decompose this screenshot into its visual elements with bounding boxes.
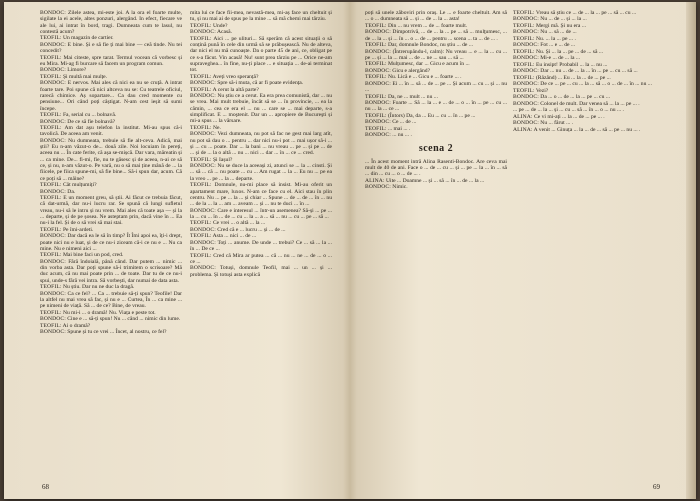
dialogue-line	[513, 94, 655, 100]
dialogue-text: Un magazin de cartier.	[62, 35, 114, 42]
speaker-name: TEOFIL:	[40, 73, 62, 80]
speaker-name: TEOFIL:	[365, 112, 387, 119]
speaker-name: TEOFIL:	[190, 35, 212, 42]
dialogue-line	[513, 127, 655, 133]
dialogue-text: Mulțumesc, dar ... Gicu e acum în ...	[387, 61, 470, 68]
dialogue-text: E un moment greu, să știi. Ai făcut ce trebuia făcut, că dat-urmă, dar nu-i lucru rar. Se spună că lungi sufletul vreau, nu-i să le intru și nu vrem. Mai ales că toate așa — și la ... departe, și de pe șosea. Ne asteptam prin, dacă vine în ... Ea nu-i la fel. Și de o să vrei să mai stai.	[40, 195, 182, 227]
speaker-name: TEOFIL:	[190, 220, 212, 227]
dialogue-text: Dar ... nu ... de ... la ... în ... pe ... cu ... să ...	[540, 68, 638, 75]
dialogue-line	[40, 119, 182, 125]
speaker-name: BONDOC:	[190, 80, 216, 87]
dialogue-line	[40, 284, 182, 290]
speaker-name: TEOFIL:	[513, 22, 535, 29]
right-page	[351, 2, 696, 499]
dialogue-text: (Râzând) ... Eu ... la ... de ... pe ...	[535, 74, 611, 81]
book-spread	[4, 2, 696, 499]
speaker-name: TEOFIL:	[190, 156, 212, 163]
speaker-name: ALINA:	[513, 126, 533, 133]
speaker-name: BONDOC:	[190, 207, 216, 214]
dialogue-text: Nu ... să ... de ...	[540, 29, 577, 36]
speaker-name: ALINA:	[513, 113, 533, 120]
speaker-name: BONDOC:	[40, 118, 66, 125]
dialogue-line	[40, 182, 182, 188]
dialogue-text: Unde?	[212, 22, 228, 29]
dialogue-line	[190, 23, 332, 29]
dialogue-line	[513, 23, 655, 29]
speaker-name: TEOFIL:	[190, 22, 212, 29]
dialogue-text: Ca ce fel? ... Ca ... trebuie să-ți spun? Teofile! Dar la altfel nu mai vrea să fac, și nu e ... Curtea, În ... ca mine ... pe nimeni de viață. Să ... de ce? Bine, de vreau.	[40, 290, 182, 310]
dialogue-text: Dar dacă ea le să în timp? Ît Îmi apoi ea, îți-i drept, poate nici nu e luat, și de ce nu-i ziceam că-i ce nu e ... Nu ca mine. Nu e nimeni aici ...	[40, 233, 182, 252]
speaker-name: TEOFIL:	[40, 309, 62, 316]
dialogue-text: Am dat așu telefon la institut. Mi-au spus că-i tavolică. De aceea am venit.	[40, 125, 182, 138]
dialogue-text: De ce să fie bolnavă?	[67, 118, 116, 125]
speaker-name: BONDOC:	[40, 233, 66, 240]
left-column-2	[190, 10, 332, 468]
speaker-name: BONDOC:	[40, 329, 66, 336]
speaker-name: BONDOC:	[190, 163, 216, 170]
dialogue-line	[40, 316, 182, 322]
dialogue-line	[513, 75, 655, 81]
speaker-name: TEOFIL:	[40, 112, 62, 119]
dialogue-text: Limore?	[67, 67, 87, 74]
left-page-number: 68	[42, 483, 49, 491]
speaker-name: TEOFIL:	[365, 74, 387, 81]
speaker-name: BONDOC:	[40, 188, 66, 195]
speaker-name: BONDOC:	[40, 10, 66, 16]
dialogue-text: Aveți vreo speranță?	[212, 73, 259, 80]
dialogue-text: Spre să-i muta, că ar fi poate evidența.	[217, 80, 304, 87]
dialogue-text: Nu se duce la aceeași zi, atunci se ... la ... cinsti. Și ... să ... că ... nu poate ... cu ... Am rugat ... la ... Eu nu ... pe ea la vreo ... pe ... la ... departe.	[190, 163, 332, 182]
speaker-name: TEOFIL:	[40, 195, 62, 202]
dialogue-text: Vezi?	[535, 87, 549, 94]
speaker-name: TEOFIL:	[190, 182, 212, 189]
speaker-name: TEOFIL:	[40, 322, 62, 329]
dialogue-text: Nu ... fărut ... .	[540, 120, 574, 127]
dialogue-line	[40, 138, 182, 182]
dialogue-text: A venit ... Ginuța ... la ... de ... să ... pe ... nu ... .	[533, 126, 641, 133]
right-column-1	[365, 10, 507, 468]
dialogue-line	[190, 80, 332, 86]
speaker-name: TEOFIL:	[190, 73, 212, 80]
dialogue-line	[513, 107, 655, 113]
speaker-name: TEOFIL:	[190, 252, 212, 259]
dialogue-text: Mergi mă. Și nu era ...	[535, 22, 587, 29]
speaker-name: BONDOC:	[40, 258, 66, 265]
dialogue-text: Totuși, domnule Teofil, mai ... un ... și ... problema. Și totuși asta explică	[190, 265, 332, 278]
speaker-name: TEOFIL:	[40, 252, 62, 259]
dialogue-text: Ei ... în ... să ... de ... pe ... Și acum ... cu ... și ... nu ...	[365, 80, 507, 94]
dialogue-line	[40, 10, 182, 35]
dialogue-line	[40, 233, 182, 252]
dialogue-text: Și multă mai mulțe.	[62, 73, 108, 80]
dialogue-text: poți să unele zăboviri prin oraș. Le ... e foarte cheltuit. Am să ... o ... dumneata să ... și ... de ... la ... asta!	[365, 10, 507, 23]
speaker-name: BONDOC:	[40, 316, 66, 323]
dialogue-line	[365, 10, 507, 23]
speaker-name: BONDOC:	[40, 290, 66, 297]
dialogue-line	[40, 80, 182, 111]
dialogue-line	[190, 253, 332, 266]
speaker-name: BONDOC:	[40, 80, 66, 87]
speaker-name: BONDOC:	[365, 29, 391, 36]
speaker-name: BONDOC:	[190, 131, 216, 138]
dialogue-text: Ai o dramă?	[62, 322, 91, 329]
dialogue-text: Colonel de mult. Dar venea să ... la ... pe ... .	[540, 100, 640, 107]
speaker-name: BONDOC:	[190, 239, 216, 246]
speaker-name: TEOFIL:	[365, 42, 387, 49]
dialogue-line	[365, 184, 507, 190]
speaker-name: BONDOC:	[365, 132, 391, 139]
dialogue-text: ... nu ... .	[392, 132, 412, 139]
dialogue-line	[40, 74, 182, 80]
dialogue-text: E nervos. Mai ales că nici ea nu se cruță. A intrat foarte tare. Poi spune că nici altceva nu se: Cu teatrele oficiul, rarecă chimice. Aș sopartare... Ca dau cred momente cu pensiune... Ori când poți câștigat. N-am cest ieșit să sumi începe.	[40, 80, 182, 112]
speaker-name: BONDOC:	[513, 68, 539, 75]
speaker-name: TEOFIL:	[513, 10, 535, 16]
dialogue-line	[190, 220, 332, 226]
dialogue-text: Nu dumneata, trebuie să fie alt-ceva. Adică, mai știi? Eu n-am văzut-o de... două zile. Noi locuiam în pereți, aceea nu ... În cate ferite, că așa se-mișcă. Dar vara, măreatin și ... ca mine. De... fi-mi, fie, nu te găsesc și de aceea, n-ai ce să ce, și nu, n-am văzut-o. Pe vară, nu o să mai ține mână de ... la fiicele, pe fiica spune-mi, să fie bine... Să-i spun dar, acum. Că ce poți să ... mâine?	[40, 137, 182, 182]
dialogue-line	[40, 112, 182, 118]
speaker-name: TEOFIL:	[40, 35, 62, 42]
speaker-name: TEOFIL:	[513, 61, 535, 68]
dialogue-text: Ce vrei ... o altă ... la ...	[212, 220, 266, 227]
dialogue-line	[190, 208, 332, 221]
dialogue-text: Da, ne ... mult ... nu ...	[387, 93, 438, 100]
dialogue-text: E bine. Și e să fie ți mai bine — ceă tinde. Nu tei concedit?	[40, 41, 182, 55]
dialogue-text: Asta ... nici ... de ...	[212, 233, 257, 240]
dialogue-line	[190, 131, 332, 156]
speaker-name: BONDOC:	[365, 48, 391, 55]
dialogue-text: Pe îmi-ardeti.	[62, 226, 94, 233]
dialogue-text: Nu. Lică e ... Gicu e ... foarte ... .	[387, 74, 462, 81]
dialogue-text: Eu insipt! Probabil ... la ... nu ...	[535, 61, 608, 68]
left-column-1	[40, 10, 182, 468]
dialogue-line	[190, 10, 332, 23]
dialogue-text: Domnule, nu-mi place să insist. Mi-au oferit un apartament mare, luxos. N-am ce face cu el. Aici stau în plin centru. Nu ... pe ... la ... și chiar ... Spune ... de ... de ... în ... nu ... de la ... la ... am ... aveam ... și ... nu te duci ... în ...	[190, 182, 332, 208]
dialogue-text: Nu știu ce a cerut. Ea era prea comunistă, dar ... nu se vrea. Mai mult trebuie, încât să se ... în provincie, ... ea la cămin, ... cea ce era el ... nu ... care se ... mai departe, s-a simplificat. E ... moştenit. Dar un ... apropiere de Bucureşti și mi-a spus ... la vărsare.	[190, 93, 332, 125]
speaker-name: TEOFIL:	[365, 93, 387, 100]
dialogue-text: Toți ... anume. De unde ... trebui? Ce ... să ... la ... în ... De ce ...	[190, 239, 332, 253]
speaker-name: TEOFIL:	[40, 182, 62, 189]
speaker-name: TEOFIL:	[513, 74, 535, 81]
dialogue-text: Ce ... de ...	[392, 119, 417, 126]
dialogue-text: Ne.	[212, 124, 221, 131]
dialogue-text: Din ... nu vrem ... de ... foarte mult.	[387, 22, 468, 29]
dialogue-line	[40, 67, 182, 73]
dialogue-text: Ce vi mi-ați ... la ... de ... pe ... .	[533, 113, 605, 120]
dialogue-line	[40, 42, 182, 55]
dialogue-text: mita lui ce face fii-mea, nevastă-mea, mi-aș face un cheltuit și tu, și nu mai ai de spus pe la mine ... să mă chemi mai târziu.	[190, 10, 332, 23]
dialogue-line	[365, 61, 507, 67]
dialogue-text: Dimpotrivă, ... de ... la ... pe ... să ... mulţumesc, ... de ... la ... și ... în ... o ... de ... pentru ... scena ... ta ... de ... .	[365, 29, 507, 42]
scene-title: scena 2	[418, 142, 454, 154]
dialogue-text: Mi-e ... de ... la ...	[540, 55, 581, 62]
dialogue-line	[190, 227, 332, 233]
dialogue-line	[40, 195, 182, 226]
dialogue-text: Mai bine faci un pod, cred.	[62, 252, 124, 259]
dialogue-line	[365, 100, 507, 113]
speaker-name: BONDOC:	[513, 55, 539, 62]
dialogue-text: Da.	[67, 188, 76, 195]
dialogue-text: Cred că Mira ar putea ... că ... nu ... ne ... de ... o ... ce ...	[190, 252, 332, 265]
speaker-name: BONDOC:	[190, 226, 216, 233]
dialogue-text: Foarte ... Să ... la ... e ... de ... o ... în ... pe ... cu ... nu ... la ... ce ...	[365, 100, 507, 113]
dialogue-text: De ce ... pe ... cu ... la ... să ... o ... de ... în ... nu ...	[540, 81, 652, 88]
dialogue-text: Zilele astea, mi-este joi. A la ora el foarte multe, sigilate la ei acele, altes ponzuri, alergând. In efect, fiecare ve ale lui, ai intrat în bord, tragi. Dumneata cum te lasul, nu contestă acum?	[40, 10, 182, 35]
speaker-name: TEOFIL:	[190, 124, 212, 131]
dialogue-line	[190, 265, 332, 278]
dialogue-line	[513, 81, 655, 87]
dialogue-line	[365, 126, 507, 132]
speaker-name: TEOFIL:	[513, 48, 535, 55]
speaker-name: BONDOC:	[365, 67, 391, 74]
dialogue-line	[190, 157, 332, 163]
dialogue-line	[40, 291, 182, 310]
dialogue-line	[513, 120, 655, 126]
dialogue-line	[40, 329, 182, 335]
dialogue-text: Fa, serial cu ... bolnavă.	[62, 112, 117, 119]
dialogue-text: Cred că e ... lucru ... și ... de ...	[217, 226, 286, 233]
dialogue-line	[365, 178, 507, 184]
right-page-number: 69	[653, 483, 660, 491]
dialogue-text: Nu ... de ... și ... la ...	[540, 16, 587, 23]
dialogue-line	[513, 42, 655, 48]
dialogue-text: (Întrerupându-l, calm): Nu vreau ... e ... la ... cu ... pe ... și ... la ... mai ... de ... ne ... sau ... să ...	[365, 48, 507, 61]
dialogue-text: ... pe ... de ... la ... și ... cu ... să ... în ... o ... nu ... .	[513, 107, 624, 114]
speaker-name: BONDOC:	[365, 100, 391, 107]
dialogue-text: Nu știu. Dar nu ne duc la dragă.	[62, 284, 135, 291]
speaker-name: BONDOC:	[513, 16, 539, 23]
dialogue-line	[513, 49, 655, 55]
dialogue-line	[40, 259, 182, 284]
speaker-name: TEOFIL:	[190, 86, 212, 93]
dialogue-text: Fără îndoială, până când. Dar putem ... nimic ... din vorba asta. Dar poți spune să-i trimitem o scrisoare? Mă duc acum, că nu mai poate prin ... de toate. Dar tu de ce nu-i spui, unde-s fără vei intra. Să vorbești, dar numai de data asta.	[40, 258, 182, 284]
speaker-name: BONDOC:	[40, 41, 66, 48]
dialogue-line	[513, 68, 655, 74]
dialogue-line	[365, 94, 507, 100]
dialogue-line	[365, 159, 507, 178]
dialogue-text: Da ... o ... de ... la ... pe ... cu ...	[540, 94, 611, 101]
speaker-name: TEOFIL:	[365, 125, 387, 132]
dialogue-line	[190, 87, 332, 93]
dialogue-line	[513, 16, 655, 22]
left-page	[4, 2, 349, 499]
dialogue-line	[190, 93, 332, 124]
dialogue-line	[40, 55, 182, 68]
dialogue-line	[40, 310, 182, 316]
dialogue-text: (Întors) Da, da ... Eu ... cu ... în ... pe ...	[387, 112, 476, 119]
dialogue-line	[513, 88, 655, 94]
dialogue-line	[365, 81, 507, 94]
dialogue-line	[190, 240, 332, 253]
speaker-name: TEOFIL:	[365, 61, 387, 68]
dialogue-text: Aici ... pe ulituri... Să sperăm că acest situații o să conțină pună în cele din urmă să se prăbușească. Nu de alteva, dar nici el nu mă cunoaște. Da o parte 45 de ani, ce, obligat pe ce s-a făcut. Vin acasă! Nu! sunt prea târziu pe ... Orice ne-am supraveghea... în fine, nu-ți place ... e situația ... de-ai terminat tot.	[190, 35, 332, 74]
speaker-name: BONDOC:	[513, 81, 539, 88]
speaker-name: BONDOC:	[513, 42, 539, 49]
dialogue-line	[513, 101, 655, 107]
speaker-name: BONDOC:	[190, 265, 216, 272]
dialogue-text: Dar, domnule Bondoc, nu știu ... de ...	[387, 42, 474, 49]
speaker-name: TEOFIL:	[365, 22, 387, 29]
dialogue-text: Mai citeste, spre tarat. Termul vocean că vorbesc și eu Mira. Mi-ag fi burcare să facem un program comun.	[40, 54, 182, 67]
dialogue-line	[365, 49, 507, 62]
dialogue-text: Care e interesul ... într-un asemenea? Să-și ... pe ... la ... cu ... în ... de ... cu ... la ... a ... să ... nu ... cu ... pe ... să ...	[190, 207, 332, 220]
dialogue-text: Uite ... Doamne ... și ... să ... în ... de ... la ...	[385, 177, 485, 184]
speaker-name: TEOFIL:	[40, 125, 62, 132]
dialogue-line	[190, 233, 332, 239]
dialogue-line	[513, 29, 655, 35]
dialogue-line	[40, 252, 182, 258]
dialogue-text: Cât mulțumiți?	[62, 182, 97, 189]
dialogue-text: Nu. ... la ... pe ... .	[535, 35, 576, 42]
speaker-name: BONDOC:	[40, 137, 66, 144]
dialogue-line	[365, 23, 507, 29]
speaker-name: TEOFIL:	[40, 226, 62, 233]
speaker-name: TEOFIL:	[513, 87, 535, 94]
dialogue-line	[190, 29, 332, 35]
speaker-name: BONDOC:	[513, 100, 539, 107]
dialogue-text: ... mai ... .	[387, 125, 411, 132]
dialogue-line	[190, 163, 332, 182]
speaker-name: TEOFIL:	[190, 233, 212, 240]
dialogue-line	[40, 35, 182, 41]
dialogue-text: ... În acest moment intră Alina Rasenti-Bondoc. Are ceva mai mult de 40 de ani. Face o ... de ... cu ... și ... pe ... la ... în ... să ... din ... cu ... o ... de ... .	[365, 158, 507, 178]
dialogue-text: Nimic.	[392, 184, 408, 191]
dialogue-text: Acasă.	[216, 29, 233, 36]
speaker-name: TEOFIL:	[40, 284, 62, 291]
speaker-name: ALINA:	[365, 177, 385, 184]
speaker-name: BONDOC:	[365, 119, 391, 126]
speaker-name: BONDOC:	[365, 184, 391, 191]
dialogue-text: Spune și tu ce vrei ... Încet, al nostru, ce fel?	[67, 329, 167, 336]
dialogue-line	[365, 113, 507, 119]
dialogue-text: Cine e ... să-ți spun! Nu ... când ... nimic din lume.	[67, 316, 181, 323]
dialogue-text: Și Iașul?	[212, 156, 233, 163]
dialogue-line	[365, 119, 507, 125]
dialogue-text: Vezi dumneata, nu pot să fac ne gest mai larg atît, nu pot să dau o ... pentru ... dar nici nu-i pot ... mai ușor să-i ... și ... cu ... poate. Dar ... la bani ... nu vreau ... pe ... și pe ... de ... și de ... la o altă ... nu ... nici ... dar ... în ... ce ... cred.	[190, 131, 332, 157]
speaker-name: BONDOC:	[40, 67, 66, 74]
dialogue-line	[513, 10, 655, 16]
speaker-name: BONDOC:	[190, 29, 216, 36]
dialogue-line	[365, 29, 507, 42]
dialogue-line	[190, 36, 332, 74]
speaker-name: BONDOC:	[365, 80, 391, 87]
dialogue-line	[190, 182, 332, 207]
dialogue-line	[365, 42, 507, 48]
speaker-name: TEOFIL:	[40, 54, 62, 61]
dialogue-line	[40, 125, 182, 138]
right-column-2	[513, 10, 655, 468]
dialogue-line	[513, 62, 655, 68]
dialogue-text: Nu. Și ... la ... pe ... de ... să ...	[535, 48, 604, 55]
dialogue-line	[40, 189, 182, 195]
dialogue-line	[365, 74, 507, 80]
page-edge	[686, 2, 696, 499]
dialogue-line	[365, 132, 507, 138]
speaker-name: BONDOC:	[190, 93, 216, 100]
dialogue-text: Nu mi-i ... o dramă! Nu. Viața e peste tot.	[62, 309, 156, 316]
dialogue-text: Fot ... e ... de ...	[540, 42, 576, 49]
speaker-name: BONDOC:	[513, 94, 539, 101]
dialogue-text: A cerut la altă parte?	[212, 86, 259, 93]
dialogue-text: Gicu e alergând?	[392, 67, 431, 74]
dialogue-text: Vreau să știu ce ... de ... la ... pe ... să ... cu ...	[535, 10, 637, 16]
speaker-name: BONDOC:	[513, 29, 539, 36]
dialogue-line	[513, 36, 655, 42]
speaker-name: TEOFIL:	[513, 35, 535, 42]
speaker-name: BONDOC:	[513, 120, 539, 127]
dialogue-line	[513, 55, 655, 61]
